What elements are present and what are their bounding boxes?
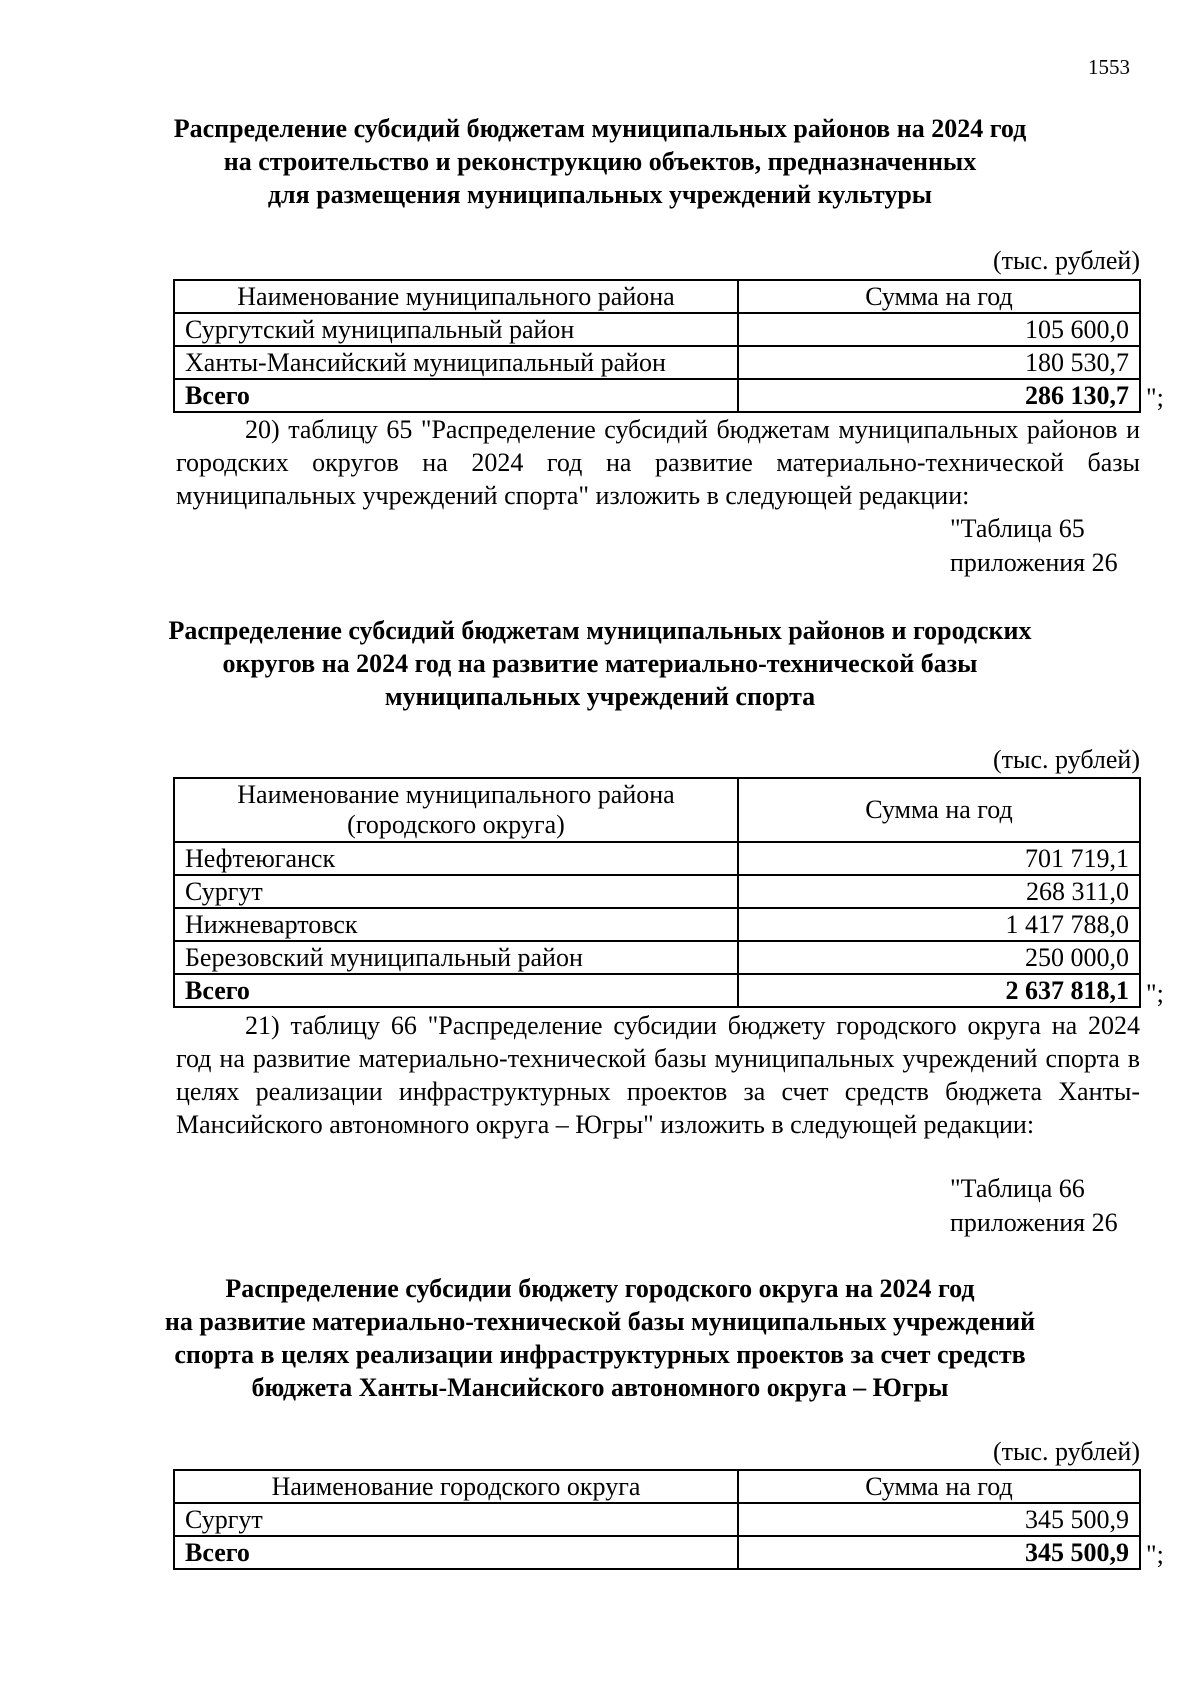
section2-tail: "; [1146,979,1164,1008]
header-name-line: Наименование муниципального района [237,780,675,809]
total-name-cell: Всего [174,974,738,1007]
title-line: для размещения муниципальных учреждений культуры [267,180,933,209]
title-line: на строительство и реконструкцию объектов, предназначенных [223,147,977,176]
total-sum-cell: 286 130,7 [738,379,1140,412]
row-name-cell: Ханты-Мансийский муниципальный район [174,346,738,379]
header-sum-cell: Сумма на год [738,280,1140,313]
row-sum-cell: 250 000,0 [738,941,1140,974]
table-row [174,313,1140,346]
row-sum-cell: 345 500,9 [738,1503,1140,1536]
row-sum-cell: 701 719,1 [738,842,1140,875]
header-name-cell: Наименование муниципального района [174,280,738,313]
row-sum-cell: 1 417 788,0 [738,908,1140,941]
table-header-row [174,778,1140,842]
header-name-line: (городского округа) [347,810,565,839]
section3-units: (тыс. рублей) [992,1437,1140,1466]
section2-table [173,777,1141,1008]
title-line: на развитие материально-технической базы муниципальных учреждений [164,1307,1036,1336]
total-name-cell: Всего [174,1536,738,1569]
table-total-row [174,1536,1140,1569]
total-sum-cell: 2 637 818,1 [738,974,1140,1007]
row-name-cell: Сургутский муниципальный район [174,313,738,346]
table-header-row [174,280,1140,313]
section1-title [150,112,1050,211]
row-name-cell: Сургут [174,875,738,908]
title-line: округов на 2024 год на развитие материально-технической базы [222,649,978,678]
reference-line: приложения 26 [950,548,1118,577]
table-row [174,346,1140,379]
section3-tail: "; [1146,1540,1164,1569]
title-line: Распределение субсидий бюджетам муниципальных районов и городских [168,616,1032,645]
section1-tail: "; [1146,383,1164,412]
section1-units: (тыс. рублей) [992,246,1140,275]
table-66-reference [950,1172,1118,1240]
section3-title [150,1272,1050,1404]
total-name-cell: Всего [174,379,738,412]
section1-table [173,279,1141,413]
title-line: Распределение субсидии бюджету городского округа на 2024 год [225,1274,975,1303]
reference-line: приложения 26 [950,1208,1118,1237]
row-name-cell: Сургут [174,1503,738,1536]
title-line: спорта в целях реализации инфраструктурных проектов за счет средств [174,1340,1026,1369]
table-header-row [174,1470,1140,1503]
row-name-cell: Нефтеюганск [174,842,738,875]
title-line: муниципальных учреждений спорта [384,682,816,711]
section3-table [173,1469,1141,1570]
table-row [174,875,1140,908]
table-row [174,842,1140,875]
paragraph-item-20: 20) таблицу 65 "Распределение субсидий бюджетам муниципальных районов и городских округов на 2024 год на развитие материально-технической базы муниципальных учреждений спорта" изложить в следующей редакции: [176,415,1140,510]
table-row [174,908,1140,941]
section2-title [150,614,1050,713]
section2-units: (тыс. рублей) [992,745,1140,774]
paragraph-item-21: 21) таблицу 66 "Распределение субсидии бюджету городского округа на 2024 год на развитие материально-технической базы муниципальных учреждений спорта в целях реализации инфраструктурных проектов за счет средств бюджета Ханты-Мансийского автономного округа – Югры" изложить в следующей редакции: [176,1011,1140,1139]
total-sum-cell: 345 500,9 [738,1536,1140,1569]
table-row [174,1503,1140,1536]
reference-line: "Таблица 66 [950,1174,1085,1203]
title-line: Распределение субсидий бюджетам муниципальных районов на 2024 год [173,114,1027,143]
row-name-cell: Березовский муниципальный район [174,941,738,974]
row-sum-cell: 180 530,7 [738,346,1140,379]
row-sum-cell: 105 600,0 [738,313,1140,346]
header-sum-cell: Сумма на год [738,1470,1140,1503]
table-65-reference [950,512,1118,580]
row-sum-cell: 268 311,0 [738,875,1140,908]
table-total-row [174,379,1140,412]
title-line: бюджета Ханты-Мансийского автономного округа – Югры [251,1373,949,1402]
table-row [174,941,1140,974]
table-total-row [174,974,1140,1007]
row-name-cell: Нижневартовск [174,908,738,941]
header-name-cell: Наименование городского округа [174,1470,738,1503]
reference-line: "Таблица 65 [950,514,1085,543]
header-name-cell [174,778,738,842]
page-number: 1553 [1088,55,1130,79]
header-sum-cell: Сумма на год [738,778,1140,842]
